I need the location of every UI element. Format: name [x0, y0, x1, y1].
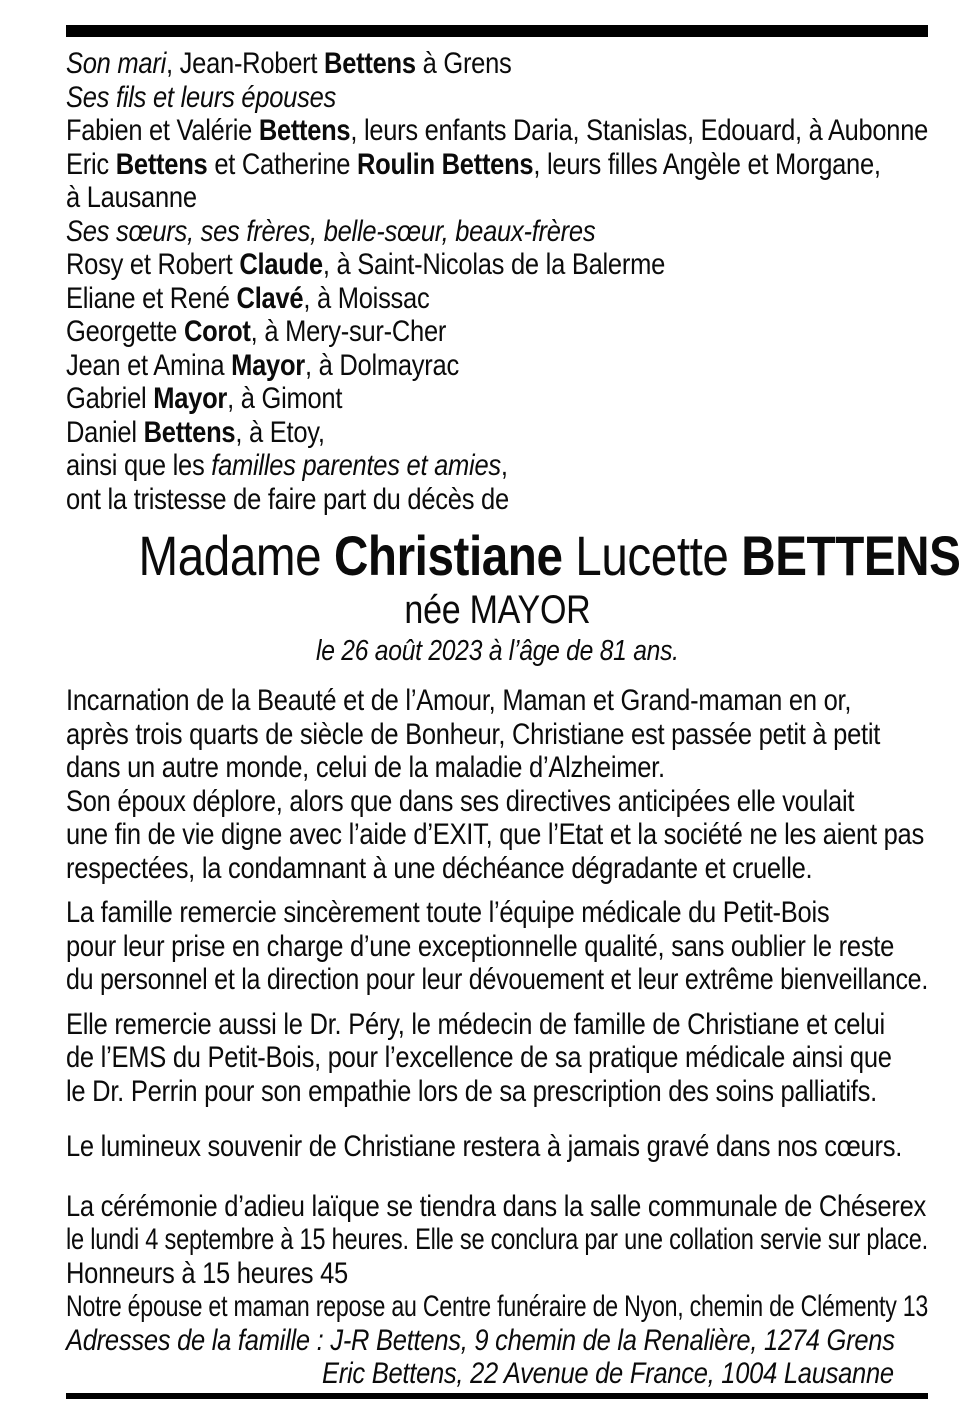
text-line: [66, 248, 928, 282]
text-line-content: Son mari, Jean-Robert Bettens à Grens: [66, 47, 512, 80]
text-line-content: Eliane et René Clavé, à Moissac: [66, 281, 430, 315]
text-line-content: le lundi 4 septembre à 15 heures. Elle se conclura par une collation servie sur place.: [66, 1223, 928, 1256]
text-line: [66, 1223, 928, 1257]
text-line-content: Adresses de la famille : J-R Bettens, 9 chemin de la Renalière, 1274 Grens: [66, 1323, 895, 1357]
text-line: [66, 349, 928, 383]
text-line-content: de l’EMS du Petit-Bois, pour l’excellence de sa pratique médicale ainsi que: [66, 1041, 892, 1074]
text-line-content: Gabriel Mayor, à Gimont: [66, 382, 343, 415]
text-line-content: Eric Bettens, 22 Avenue de France, 1004 Lausanne: [322, 1357, 894, 1390]
text-line: [66, 483, 928, 517]
text-line: [66, 1130, 928, 1164]
text-line-content: pour leur prise en charge d’une exceptionnelle qualité, sans oublier le reste: [66, 929, 895, 963]
text-line: [66, 215, 928, 249]
text-line-content: Daniel Bettens, à Etoy,: [66, 415, 325, 449]
text-line: [66, 1190, 928, 1224]
text-line: [66, 524, 961, 587]
text-line-content: une fin de vie digne avec l’aide d’EXIT, que l’Etat et la société ne les aient pas: [66, 818, 924, 851]
text-line: [66, 718, 928, 752]
text-line: [66, 1324, 928, 1358]
text-line: [66, 1075, 928, 1109]
text-line-content: respectées, la condamnant à une déchéance dégradante et cruelle.: [66, 851, 813, 885]
text-line: [66, 684, 928, 718]
text-line-content: Le lumineux souvenir de Christiane restera à jamais gravé dans nos cœurs.: [66, 1130, 903, 1163]
paragraph-tribute: [66, 684, 928, 885]
text-line: [66, 114, 928, 148]
text-line-content: Incarnation de la Beauté et de l’Amour, Maman et Grand-maman en or,: [66, 684, 852, 717]
text-line-content: Eric Bettens et Catherine Roulin Bettens, leurs filles Angèle et Morgane,: [66, 147, 881, 181]
text-line: [66, 382, 928, 416]
maiden-name: [66, 587, 928, 633]
top-rule: [66, 25, 928, 37]
page-title: [66, 524, 961, 587]
death-date-text: le 26 août 2023 à l’âge de 81 ans.: [315, 635, 679, 667]
text-line: [66, 416, 928, 450]
text-line: [66, 81, 928, 115]
text-line-content: Notre épouse et maman repose au Centre funéraire de Nyon, chemin de Clémenty 13: [66, 1290, 929, 1323]
text-line-content: ainsi que les familles parentes et amies,: [66, 449, 508, 482]
text-line: [66, 818, 928, 852]
text-line: [66, 181, 928, 215]
text-line: [66, 930, 928, 964]
text-line: [66, 1008, 928, 1042]
text-line-content: Ses sœurs, ses frères, belle-sœur, beaux-frères: [66, 214, 596, 248]
text-line-content: ont la tristesse de faire part du décès de: [66, 482, 509, 516]
text-line-content: Georgette Corot, à Mery-sur-Cher: [66, 315, 447, 348]
text-line-content: La cérémonie d’adieu laïque se tiendra dans la salle communale de Chéserex: [66, 1189, 927, 1223]
text-line: [66, 47, 928, 81]
text-line-content: La famille remercie sincèrement toute l’équipe médicale du Petit-Bois: [66, 896, 830, 929]
text-line-content: Fabien et Valérie Bettens, leurs enfants Daria, Stanislas, Edouard, à Aubonne: [66, 114, 928, 147]
maiden-name-text: née MAYOR: [403, 588, 591, 632]
text-line: [66, 1257, 928, 1291]
text-line-content: après trois quarts de siècle de Bonheur, Christiane est passée petit à petit: [66, 717, 881, 751]
text-line: [66, 449, 928, 483]
text-line: [322, 1357, 928, 1391]
text-line: [66, 963, 928, 997]
family-intro-block: [66, 47, 928, 516]
family-address-2: [66, 1357, 928, 1391]
text-line-content: Madame Christiane Lucette BETTENS: [138, 524, 961, 587]
text-line: [66, 282, 928, 316]
bottom-rule: [66, 1393, 928, 1399]
paragraph-ceremony: [66, 1190, 928, 1324]
family-address-1: [66, 1324, 928, 1358]
text-line: [66, 1290, 928, 1324]
text-line-content: Ses fils et leurs épouses: [66, 80, 337, 114]
text-line-content: Jean et Amina Mayor, à Dolmayrac: [66, 348, 459, 382]
text-line-content: Honneurs à 15 heures 45: [66, 1256, 348, 1290]
text-line-content: dans un autre monde, celui de la maladie d’Alzheimer.: [66, 751, 665, 784]
text-line-content: Elle remercie aussi le Dr. Péry, le médecin de famille de Christiane et celui: [66, 1007, 885, 1041]
text-line: [66, 852, 928, 886]
death-date: [66, 633, 928, 669]
text-line: [66, 896, 928, 930]
paragraph-thanks-staff: [66, 896, 928, 997]
paragraph-thanks-doctors: [66, 1008, 928, 1109]
text-line: [66, 1041, 928, 1075]
text-line-content: Son époux déplore, alors que dans ses directives anticipées elle voulait: [66, 784, 855, 818]
text-line: [66, 751, 928, 785]
text-line-content: du personnel et la direction pour leur dévouement et leur extrême bienveillance.: [66, 963, 929, 996]
paragraph-memory: [66, 1130, 928, 1164]
text-line: [66, 315, 928, 349]
text-line: [66, 785, 928, 819]
text-line-content: le Dr. Perrin pour son empathie lors de sa prescription des soins palliatifs.: [66, 1074, 877, 1108]
notice-content: [0, 25, 980, 1391]
text-line: [66, 148, 928, 182]
text-line-content: Rosy et Robert Claude, à Saint-Nicolas de la Balerme: [66, 248, 666, 281]
text-line-content: à Lausanne: [66, 181, 197, 214]
